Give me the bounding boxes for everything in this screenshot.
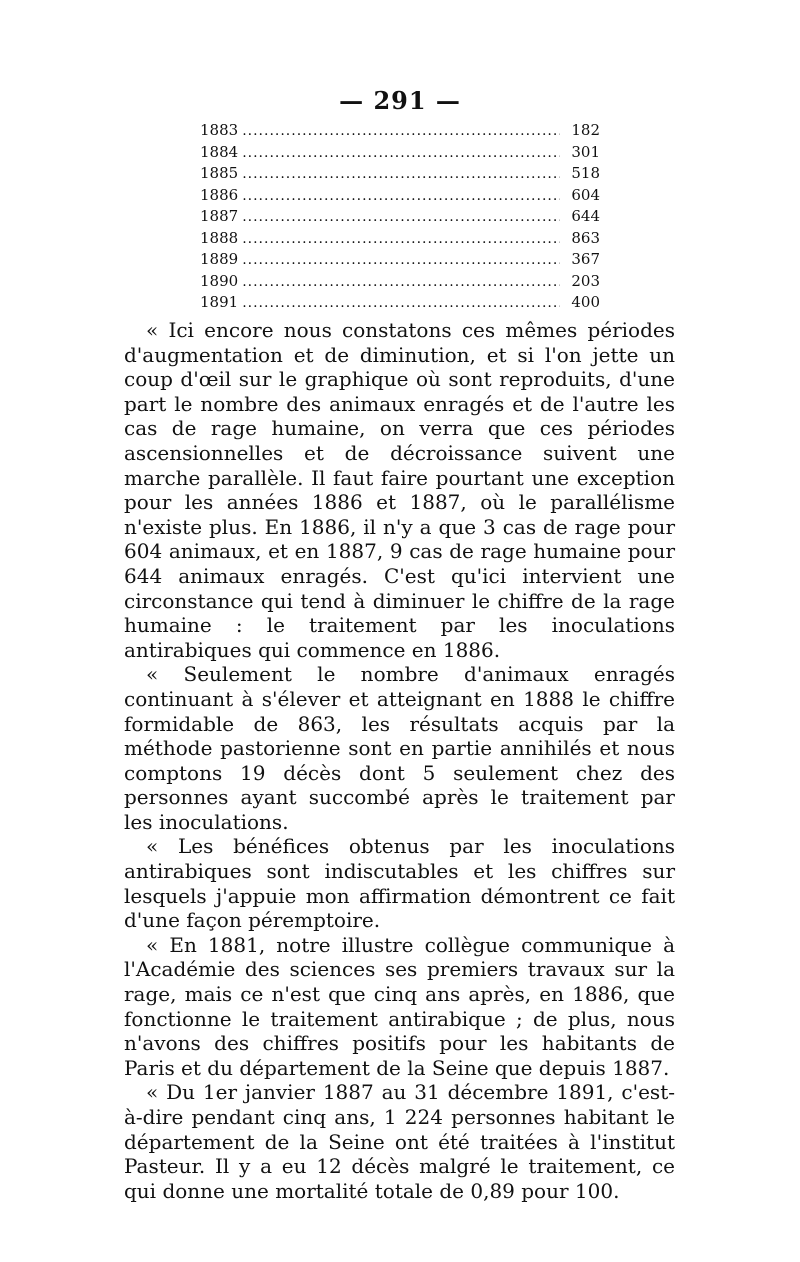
dot-leader: [242, 272, 560, 294]
table-row: [200, 228, 600, 250]
count-cell: 518: [571, 164, 600, 182]
paragraph: « Ici encore nous constatons ces mêmes périodes d'augmentation et de diminution, et si l'on jette un coup d'œil sur le graphique où sont reproduits, d'une part le nombre des animaux enragés et de l'autre les cas de rage humaine, on verra que ces périodes ascensionnelles et de décroissance suivent une marche parallèle. Il faut faire pourtant une exception pour les années 1886 et 1887, où le parallélisme n'existe plus. En 1886, il n'y a que 3 cas de rage pour 604 animaux, et en 1887, 9 cas de rage humaine pour 644 animaux enragés. C'est qu'ici intervient une circonstance qui tend à diminuer le chiffre de la rage humaine : le traitement par les inoculations antirabiques qui commence en 1886.: [124, 318, 675, 662]
year-cell: 1887: [200, 207, 239, 225]
page-number: — 291 —: [339, 86, 461, 115]
year-cell: 1883: [200, 121, 239, 139]
count-cell: 863: [571, 228, 600, 247]
year-cell: 1890: [200, 271, 239, 290]
year-cell: 1885: [200, 164, 239, 182]
paragraph: « Du 1er janvier 1887 au 31 décembre 1891, c'est-à-dire pendant cinq ans, 1 224 personnes habitant le département de la Seine ont été traitées à l'institut Pasteur. Il y a eu 12 décès malgré le traitement, ce qui donne une mortalité totale de 0,89 pour 100.: [124, 1080, 675, 1203]
dot-leader: [242, 164, 560, 186]
paragraph: « Les bénéfices obtenus par les inoculations antirabiques sont indiscutables et les chiffres sur lesquels j'appuie mon affirmation démontrent ce fait d'une façon péremptoire.: [124, 834, 675, 933]
dot-leader: [242, 121, 560, 143]
count-cell: 367: [571, 250, 600, 268]
paragraph: « En 1881, notre illustre collègue communique à l'Académie des sciences ses premiers travaux sur la rage, mais ce n'est que cinq ans après, en 1886, que fonctionne le traitement antirabique ; de plus, nous n'avons des chiffres positifs pour les habitants de Paris et du département de la Seine que depuis 1887.: [124, 932, 675, 1080]
dot-leader: [242, 143, 560, 165]
year-cell: 1889: [200, 250, 239, 268]
count-cell: 604: [571, 185, 600, 204]
count-cell: 644: [571, 207, 600, 225]
count-cell: 182: [571, 121, 600, 139]
dot-leader: [242, 207, 560, 229]
table-row: [200, 163, 600, 185]
table-row: [200, 142, 600, 164]
table-row: [200, 271, 600, 293]
year-cell: 1886: [200, 185, 239, 204]
count-cell: 400: [571, 293, 600, 311]
dot-leader: [242, 250, 560, 272]
year-cell: 1888: [200, 228, 239, 247]
dot-leader: [242, 186, 560, 208]
year-cell: 1891: [200, 293, 239, 311]
dot-leader: [242, 293, 560, 315]
yearly-count-table: [200, 120, 600, 314]
body-text: [124, 318, 675, 1203]
table-row: [200, 249, 600, 271]
dot-leader: [242, 229, 560, 251]
table-row: [200, 206, 600, 228]
table-row: [200, 120, 600, 142]
count-cell: 203: [571, 271, 600, 290]
paragraph: « Seulement le nombre d'animaux enragés continuant à s'élever et atteignant en 1888 le chiffre formidable de 863, les résultats acquis par la méthode pastorienne sont en partie annihilés et nous comptons 19 décès dont 5 seulement chez des personnes ayant succombé après le traitement par les inoculations.: [124, 662, 675, 834]
table-row: [200, 292, 600, 314]
year-cell: 1884: [200, 142, 239, 161]
count-cell: 301: [571, 142, 600, 161]
table-row: [200, 185, 600, 207]
